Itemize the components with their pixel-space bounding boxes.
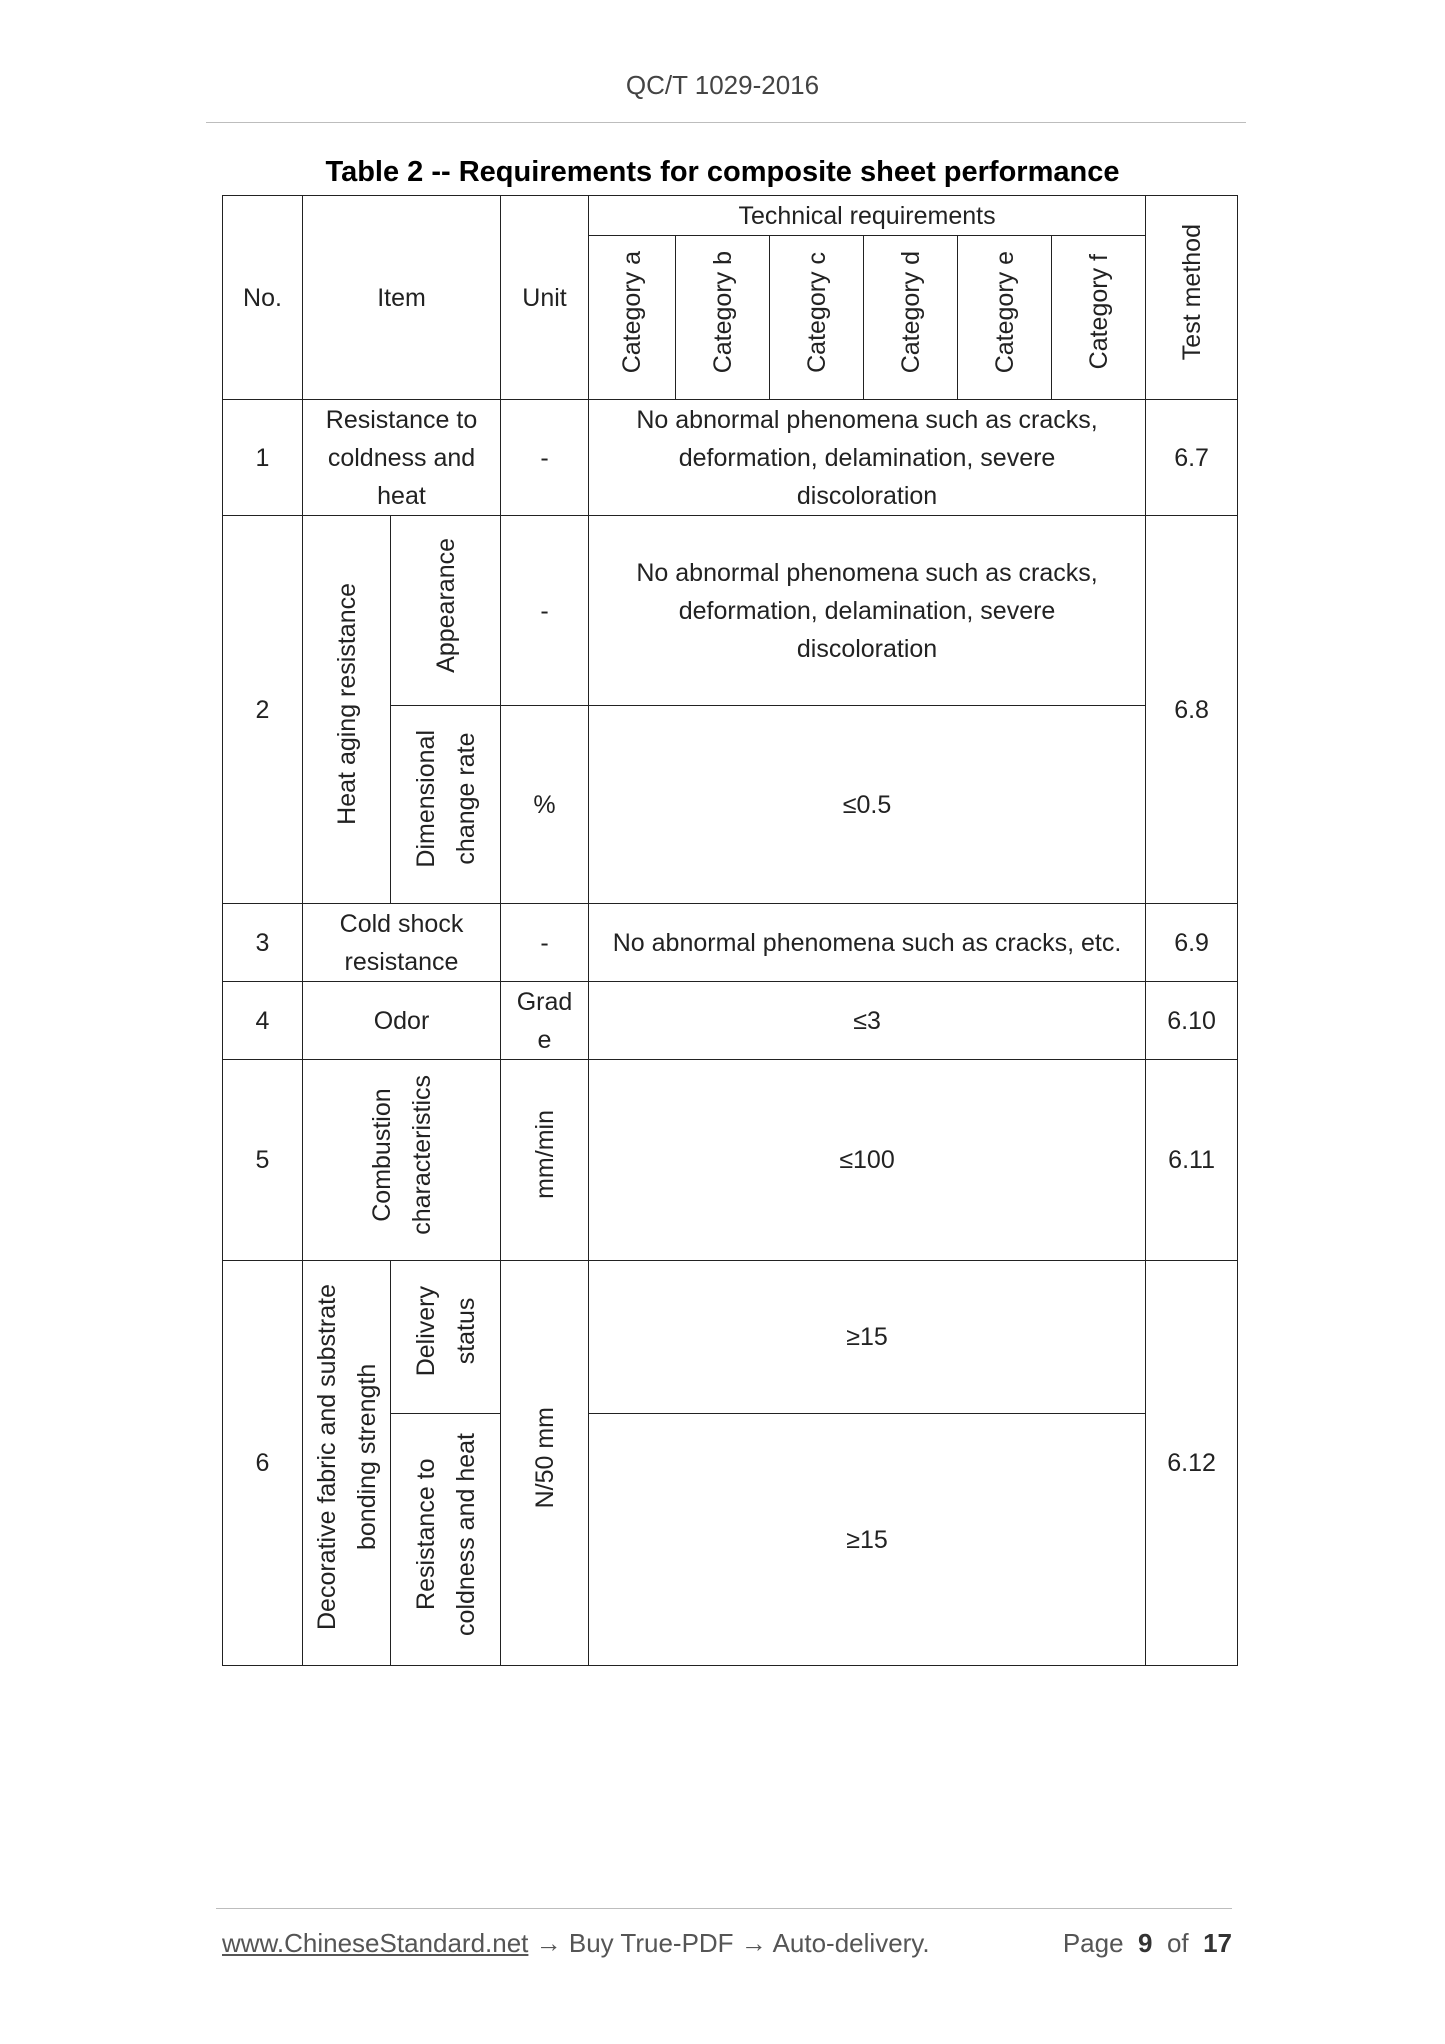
row-2b-unit: %: [501, 706, 589, 904]
row-2-item: Heat aging resistance: [303, 516, 391, 904]
row-6-sub-coldness-heat: Resistance to coldness and heat: [391, 1414, 501, 1666]
row-6-unit: N/50 mm: [501, 1261, 589, 1666]
row-2a-requirement: No abnormal phenomena such as cracks, deformation, delamination, severe discoloration: [589, 516, 1146, 706]
row-2a-unit: -: [501, 516, 589, 706]
row-2-test-method: 6.8: [1146, 516, 1238, 904]
row-5-requirement: ≤100: [589, 1060, 1146, 1261]
row-1-no: 1: [223, 400, 303, 516]
header-no: No.: [223, 196, 303, 400]
row-1-test-method: 6.7: [1146, 400, 1238, 516]
row-4-no: 4: [223, 982, 303, 1060]
page-indicator: Page 9 of 17: [1062, 1928, 1232, 1958]
header-divider: [206, 122, 1246, 123]
current-page: 9: [1138, 1928, 1153, 1958]
footer-divider: [216, 1908, 1232, 1909]
row-6-sub-delivery-status: Delivery status: [391, 1261, 501, 1414]
table-title: Table 2 -- Requirements for composite sheet performance: [325, 156, 1120, 188]
row-2-sub-dimensional-change: Dimensional change rate: [391, 706, 501, 904]
document-code: QC/T 1029-2016: [625, 70, 820, 100]
table-row: [223, 904, 1238, 982]
table-row: [223, 400, 1238, 516]
table-row: [223, 516, 1238, 706]
header-item: Item: [303, 196, 501, 400]
footer: [222, 1928, 1232, 1959]
website-link[interactable]: www.ChineseStandard.net: [222, 1928, 529, 1958]
total-pages: 17: [1203, 1928, 1232, 1958]
row-6-test-method: 6.12: [1146, 1261, 1238, 1666]
row-1-item: Resistance to coldness and heat: [303, 400, 501, 516]
row-3-item: Cold shock resistance: [303, 904, 501, 982]
row-1-unit: -: [501, 400, 589, 516]
header-category-f: Category f: [1052, 236, 1146, 400]
row-6b-requirement: ≥15: [589, 1414, 1146, 1666]
footer-promo-text: → Buy True-PDF → Auto-delivery.: [528, 1928, 930, 1958]
table-row: [223, 1261, 1238, 1414]
row-6a-requirement: ≥15: [589, 1261, 1146, 1414]
row-2-no: 2: [223, 516, 303, 904]
row-5-test-method: 6.11: [1146, 1060, 1238, 1261]
header-test-method: Test method: [1146, 196, 1238, 400]
header-category-c: Category c: [770, 236, 864, 400]
header-technical-requirements: Technical requirements: [589, 196, 1146, 236]
header-unit: Unit: [501, 196, 589, 400]
row-3-requirement: No abnormal phenomena such as cracks, etc.: [589, 904, 1146, 982]
header-category-e: Category e: [958, 236, 1052, 400]
row-3-test-method: 6.9: [1146, 904, 1238, 982]
row-6-item: Decorative fabric and substrate bonding strength: [303, 1261, 391, 1666]
row-6-no: 6: [223, 1261, 303, 1666]
row-4-unit: Grad e: [501, 982, 589, 1060]
row-2-sub-appearance: Appearance: [391, 516, 501, 706]
header-category-a: Category a: [589, 236, 676, 400]
row-4-test-method: 6.10: [1146, 982, 1238, 1060]
table-row: [223, 1060, 1238, 1261]
row-5-no: 5: [223, 1060, 303, 1261]
row-3-unit: -: [501, 904, 589, 982]
row-4-requirement: ≤3: [589, 982, 1146, 1060]
header-category-b: Category b: [676, 236, 770, 400]
row-5-unit: mm/min: [501, 1060, 589, 1261]
row-1-requirement: No abnormal phenomena such as cracks, deformation, delamination, severe discoloration: [589, 400, 1146, 516]
row-3-no: 3: [223, 904, 303, 982]
table-row: [223, 982, 1238, 1060]
header-category-d: Category d: [864, 236, 958, 400]
header-row: [223, 196, 1238, 236]
row-5-item: Combustion characteristics: [303, 1060, 501, 1261]
row-2b-requirement: ≤0.5: [589, 706, 1146, 904]
requirements-table: [222, 195, 1238, 1666]
row-4-item: Odor: [303, 982, 501, 1060]
